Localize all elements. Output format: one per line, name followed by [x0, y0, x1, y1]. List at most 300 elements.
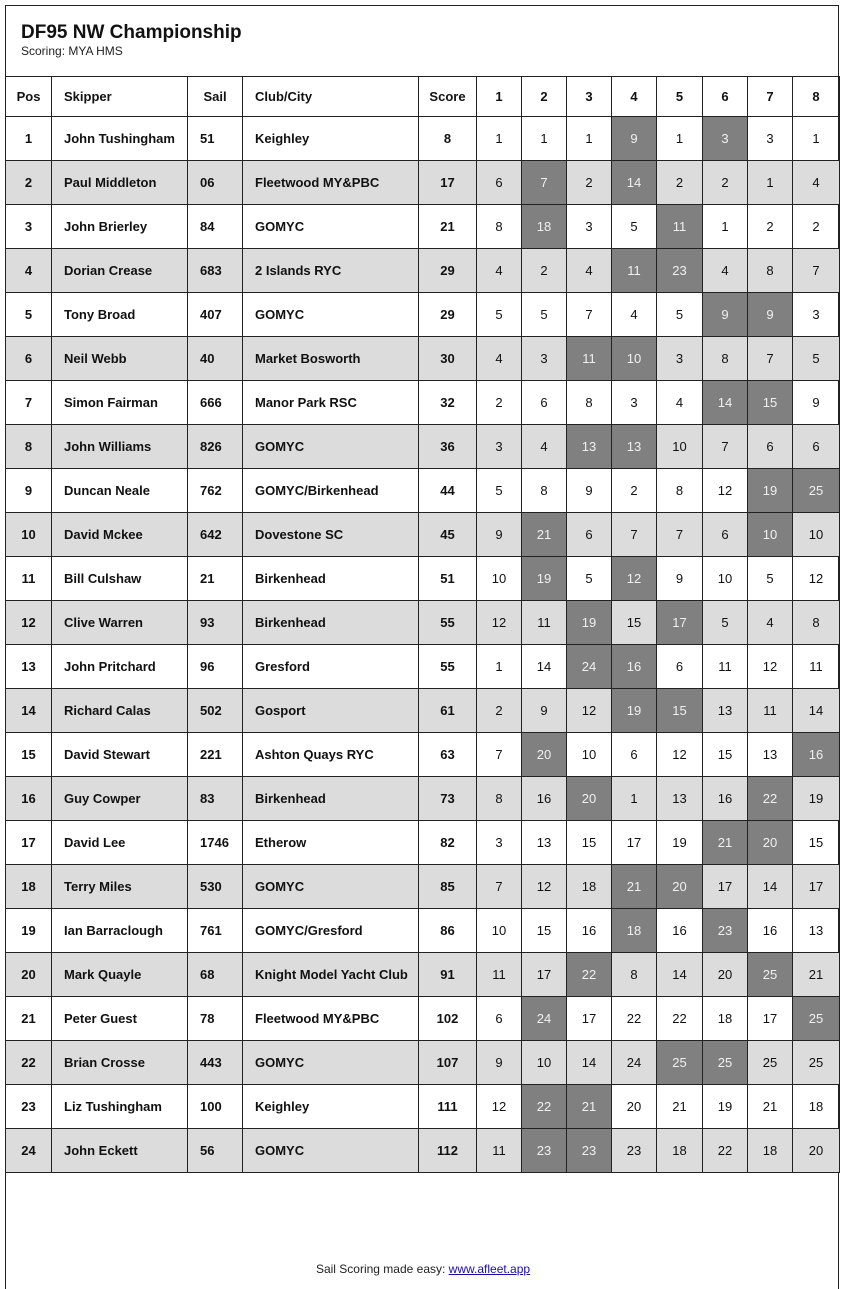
sail-cell: 51	[188, 117, 243, 161]
race-5-cell: 20	[657, 865, 703, 909]
pos-cell: 14	[6, 689, 52, 733]
race-7-cell: 19	[748, 469, 793, 513]
club-cell: Fleetwood MY&PBC	[243, 997, 419, 1041]
skipper-cell: Dorian Crease	[52, 249, 188, 293]
table-row	[6, 601, 840, 645]
pos-cell: 13	[6, 645, 52, 689]
race-6-cell: 22	[703, 1129, 748, 1173]
race-7-cell: 1	[748, 161, 793, 205]
score-cell: 55	[419, 645, 477, 689]
race-5-cell: 13	[657, 777, 703, 821]
score-cell: 30	[419, 337, 477, 381]
table-row	[6, 293, 840, 337]
race-2-cell: 8	[522, 469, 567, 513]
race-1-cell: 4	[477, 249, 522, 293]
score-cell: 36	[419, 425, 477, 469]
race-1-cell: 3	[477, 821, 522, 865]
race-4-cell: 10	[612, 337, 657, 381]
pos-cell: 3	[6, 205, 52, 249]
sail-cell: 78	[188, 997, 243, 1041]
race-7-cell: 4	[748, 601, 793, 645]
pos-cell: 23	[6, 1085, 52, 1129]
sail-cell: 93	[188, 601, 243, 645]
race-6-cell: 6	[703, 513, 748, 557]
race-8-cell: 13	[793, 909, 840, 953]
race-1-cell: 10	[477, 557, 522, 601]
race-8-cell: 25	[793, 469, 840, 513]
club-cell: Fleetwood MY&PBC	[243, 161, 419, 205]
race-4-cell: 17	[612, 821, 657, 865]
race-6-cell: 15	[703, 733, 748, 777]
score-cell: 17	[419, 161, 477, 205]
footer	[6, 1262, 840, 1276]
race-2-cell: 5	[522, 293, 567, 337]
club-cell: Keighley	[243, 117, 419, 161]
race-2-cell: 7	[522, 161, 567, 205]
table-row	[6, 337, 840, 381]
score-cell: 73	[419, 777, 477, 821]
race-3-cell: 11	[567, 337, 612, 381]
race-7-cell: 25	[748, 1041, 793, 1085]
club-cell: Keighley	[243, 1085, 419, 1129]
race-7-cell: 7	[748, 337, 793, 381]
race-3-cell: 10	[567, 733, 612, 777]
table-row	[6, 425, 840, 469]
race-3-cell: 4	[567, 249, 612, 293]
race-2-cell: 9	[522, 689, 567, 733]
club-cell: GOMYC/Gresford	[243, 909, 419, 953]
table-row	[6, 205, 840, 249]
pos-cell: 1	[6, 117, 52, 161]
skipper-cell: Brian Crosse	[52, 1041, 188, 1085]
col-header-pos: Pos	[6, 77, 52, 117]
race-5-cell: 22	[657, 997, 703, 1041]
event-header	[6, 6, 838, 63]
header-row	[6, 77, 840, 117]
skipper-cell: Terry Miles	[52, 865, 188, 909]
score-cell: 21	[419, 205, 477, 249]
sail-cell: 826	[188, 425, 243, 469]
score-cell: 61	[419, 689, 477, 733]
race-4-cell: 9	[612, 117, 657, 161]
race-7-cell: 5	[748, 557, 793, 601]
pos-cell: 24	[6, 1129, 52, 1173]
club-cell: Gresford	[243, 645, 419, 689]
pos-cell: 8	[6, 425, 52, 469]
table-row	[6, 249, 840, 293]
col-header-sail: Sail	[188, 77, 243, 117]
race-1-cell: 1	[477, 117, 522, 161]
pos-cell: 4	[6, 249, 52, 293]
race-7-cell: 14	[748, 865, 793, 909]
sail-cell: 84	[188, 205, 243, 249]
race-4-cell: 12	[612, 557, 657, 601]
score-cell: 8	[419, 117, 477, 161]
col-header-race-2: 2	[522, 77, 567, 117]
race-4-cell: 23	[612, 1129, 657, 1173]
race-8-cell: 1	[793, 117, 840, 161]
race-8-cell: 6	[793, 425, 840, 469]
race-4-cell: 11	[612, 249, 657, 293]
pos-cell: 7	[6, 381, 52, 425]
score-cell: 102	[419, 997, 477, 1041]
pos-cell: 10	[6, 513, 52, 557]
pos-cell: 5	[6, 293, 52, 337]
race-7-cell: 17	[748, 997, 793, 1041]
table-row	[6, 381, 840, 425]
race-2-cell: 12	[522, 865, 567, 909]
race-3-cell: 14	[567, 1041, 612, 1085]
race-5-cell: 15	[657, 689, 703, 733]
score-cell: 85	[419, 865, 477, 909]
race-3-cell: 12	[567, 689, 612, 733]
race-3-cell: 22	[567, 953, 612, 997]
race-5-cell: 10	[657, 425, 703, 469]
race-7-cell: 3	[748, 117, 793, 161]
afleet-link[interactable]: www.afleet.app	[448, 1262, 531, 1276]
score-cell: 29	[419, 249, 477, 293]
club-cell: GOMYC/Birkenhead	[243, 469, 419, 513]
race-3-cell: 1	[567, 117, 612, 161]
race-4-cell: 20	[612, 1085, 657, 1129]
race-2-cell: 13	[522, 821, 567, 865]
club-cell: Gosport	[243, 689, 419, 733]
score-cell: 51	[419, 557, 477, 601]
sail-cell: 68	[188, 953, 243, 997]
race-4-cell: 16	[612, 645, 657, 689]
table-row	[6, 469, 840, 513]
skipper-cell: David Lee	[52, 821, 188, 865]
race-3-cell: 17	[567, 997, 612, 1041]
col-header-club: Club/City	[243, 77, 419, 117]
race-1-cell: 8	[477, 205, 522, 249]
race-3-cell: 9	[567, 469, 612, 513]
race-2-cell: 22	[522, 1085, 567, 1129]
race-3-cell: 13	[567, 425, 612, 469]
race-8-cell: 2	[793, 205, 840, 249]
race-8-cell: 7	[793, 249, 840, 293]
race-6-cell: 10	[703, 557, 748, 601]
race-8-cell: 25	[793, 1041, 840, 1085]
table-row	[6, 689, 840, 733]
race-7-cell: 25	[748, 953, 793, 997]
table-row	[6, 557, 840, 601]
pos-cell: 2	[6, 161, 52, 205]
table-row	[6, 909, 840, 953]
col-header-race-7: 7	[748, 77, 793, 117]
race-3-cell: 24	[567, 645, 612, 689]
race-6-cell: 4	[703, 249, 748, 293]
race-5-cell: 25	[657, 1041, 703, 1085]
club-cell: Etherow	[243, 821, 419, 865]
skipper-cell: Paul Middleton	[52, 161, 188, 205]
race-1-cell: 10	[477, 909, 522, 953]
table-row	[6, 1129, 840, 1173]
race-6-cell: 7	[703, 425, 748, 469]
club-cell: GOMYC	[243, 1041, 419, 1085]
table-row	[6, 821, 840, 865]
race-7-cell: 20	[748, 821, 793, 865]
pos-cell: 16	[6, 777, 52, 821]
race-6-cell: 25	[703, 1041, 748, 1085]
skipper-cell: Richard Calas	[52, 689, 188, 733]
pos-cell: 12	[6, 601, 52, 645]
race-2-cell: 3	[522, 337, 567, 381]
pos-cell: 22	[6, 1041, 52, 1085]
race-5-cell: 6	[657, 645, 703, 689]
score-cell: 63	[419, 733, 477, 777]
col-header-race-5: 5	[657, 77, 703, 117]
results-sheet	[5, 5, 839, 1289]
race-7-cell: 10	[748, 513, 793, 557]
race-4-cell: 1	[612, 777, 657, 821]
skipper-cell: John Eckett	[52, 1129, 188, 1173]
race-3-cell: 18	[567, 865, 612, 909]
race-3-cell: 16	[567, 909, 612, 953]
table-row	[6, 953, 840, 997]
score-cell: 55	[419, 601, 477, 645]
race-4-cell: 8	[612, 953, 657, 997]
race-7-cell: 22	[748, 777, 793, 821]
race-2-cell: 11	[522, 601, 567, 645]
race-8-cell: 3	[793, 293, 840, 337]
pos-cell: 9	[6, 469, 52, 513]
results-body	[6, 117, 840, 1173]
race-8-cell: 21	[793, 953, 840, 997]
race-4-cell: 6	[612, 733, 657, 777]
race-3-cell: 6	[567, 513, 612, 557]
race-6-cell: 21	[703, 821, 748, 865]
race-2-cell: 14	[522, 645, 567, 689]
race-4-cell: 21	[612, 865, 657, 909]
skipper-cell: Peter Guest	[52, 997, 188, 1041]
race-7-cell: 12	[748, 645, 793, 689]
score-cell: 107	[419, 1041, 477, 1085]
skipper-cell: John Brierley	[52, 205, 188, 249]
race-2-cell: 24	[522, 997, 567, 1041]
club-cell: GOMYC	[243, 1129, 419, 1173]
pos-cell: 11	[6, 557, 52, 601]
race-4-cell: 15	[612, 601, 657, 645]
race-1-cell: 12	[477, 1085, 522, 1129]
club-cell: Market Bosworth	[243, 337, 419, 381]
club-cell: GOMYC	[243, 293, 419, 337]
skipper-cell: Bill Culshaw	[52, 557, 188, 601]
race-5-cell: 8	[657, 469, 703, 513]
race-1-cell: 5	[477, 293, 522, 337]
sail-cell: 502	[188, 689, 243, 733]
race-4-cell: 2	[612, 469, 657, 513]
race-2-cell: 19	[522, 557, 567, 601]
race-2-cell: 23	[522, 1129, 567, 1173]
race-6-cell: 3	[703, 117, 748, 161]
race-8-cell: 10	[793, 513, 840, 557]
score-cell: 91	[419, 953, 477, 997]
race-8-cell: 20	[793, 1129, 840, 1173]
race-4-cell: 24	[612, 1041, 657, 1085]
race-3-cell: 3	[567, 205, 612, 249]
race-8-cell: 8	[793, 601, 840, 645]
score-cell: 32	[419, 381, 477, 425]
race-1-cell: 12	[477, 601, 522, 645]
race-3-cell: 23	[567, 1129, 612, 1173]
skipper-cell: Mark Quayle	[52, 953, 188, 997]
race-7-cell: 15	[748, 381, 793, 425]
race-3-cell: 21	[567, 1085, 612, 1129]
race-2-cell: 18	[522, 205, 567, 249]
race-8-cell: 18	[793, 1085, 840, 1129]
skipper-cell: John Tushingham	[52, 117, 188, 161]
skipper-cell: Simon Fairman	[52, 381, 188, 425]
skipper-cell: Guy Cowper	[52, 777, 188, 821]
race-5-cell: 5	[657, 293, 703, 337]
race-2-cell: 21	[522, 513, 567, 557]
table-row	[6, 865, 840, 909]
race-5-cell: 12	[657, 733, 703, 777]
race-7-cell: 9	[748, 293, 793, 337]
sail-cell: 761	[188, 909, 243, 953]
race-1-cell: 6	[477, 161, 522, 205]
race-2-cell: 2	[522, 249, 567, 293]
race-4-cell: 13	[612, 425, 657, 469]
race-7-cell: 6	[748, 425, 793, 469]
race-1-cell: 6	[477, 997, 522, 1041]
skipper-cell: Tony Broad	[52, 293, 188, 337]
sail-cell: 21	[188, 557, 243, 601]
event-title: DF95 NW Championship	[21, 22, 242, 43]
race-4-cell: 3	[612, 381, 657, 425]
club-cell: 2 Islands RYC	[243, 249, 419, 293]
race-6-cell: 19	[703, 1085, 748, 1129]
race-8-cell: 19	[793, 777, 840, 821]
race-8-cell: 16	[793, 733, 840, 777]
race-4-cell: 14	[612, 161, 657, 205]
race-5-cell: 11	[657, 205, 703, 249]
col-header-race-1: 1	[477, 77, 522, 117]
sail-cell: 530	[188, 865, 243, 909]
sail-cell: 407	[188, 293, 243, 337]
race-3-cell: 5	[567, 557, 612, 601]
race-2-cell: 15	[522, 909, 567, 953]
race-2-cell: 17	[522, 953, 567, 997]
race-5-cell: 2	[657, 161, 703, 205]
club-cell: Ashton Quays RYC	[243, 733, 419, 777]
race-2-cell: 16	[522, 777, 567, 821]
table-row	[6, 513, 840, 557]
skipper-cell: Ian Barraclough	[52, 909, 188, 953]
race-8-cell: 15	[793, 821, 840, 865]
table-row	[6, 777, 840, 821]
col-header-race-8: 8	[793, 77, 840, 117]
race-8-cell: 14	[793, 689, 840, 733]
skipper-cell: Liz Tushingham	[52, 1085, 188, 1129]
race-5-cell: 1	[657, 117, 703, 161]
race-1-cell: 7	[477, 865, 522, 909]
race-7-cell: 8	[748, 249, 793, 293]
race-1-cell: 9	[477, 513, 522, 557]
race-6-cell: 2	[703, 161, 748, 205]
sail-cell: 683	[188, 249, 243, 293]
race-3-cell: 15	[567, 821, 612, 865]
race-7-cell: 16	[748, 909, 793, 953]
race-7-cell: 2	[748, 205, 793, 249]
race-5-cell: 23	[657, 249, 703, 293]
sail-cell: 100	[188, 1085, 243, 1129]
sail-cell: 06	[188, 161, 243, 205]
race-1-cell: 11	[477, 953, 522, 997]
club-cell: Birkenhead	[243, 557, 419, 601]
race-3-cell: 19	[567, 601, 612, 645]
race-6-cell: 16	[703, 777, 748, 821]
race-1-cell: 1	[477, 645, 522, 689]
col-header-race-4: 4	[612, 77, 657, 117]
sail-cell: 642	[188, 513, 243, 557]
race-8-cell: 17	[793, 865, 840, 909]
race-5-cell: 18	[657, 1129, 703, 1173]
race-2-cell: 10	[522, 1041, 567, 1085]
skipper-cell: John Pritchard	[52, 645, 188, 689]
club-cell: GOMYC	[243, 425, 419, 469]
race-2-cell: 6	[522, 381, 567, 425]
race-8-cell: 5	[793, 337, 840, 381]
race-3-cell: 20	[567, 777, 612, 821]
score-cell: 45	[419, 513, 477, 557]
score-cell: 82	[419, 821, 477, 865]
race-6-cell: 1	[703, 205, 748, 249]
sail-cell: 56	[188, 1129, 243, 1173]
skipper-cell: Duncan Neale	[52, 469, 188, 513]
race-1-cell: 3	[477, 425, 522, 469]
race-4-cell: 4	[612, 293, 657, 337]
race-2-cell: 20	[522, 733, 567, 777]
club-cell: Birkenhead	[243, 777, 419, 821]
race-3-cell: 7	[567, 293, 612, 337]
race-8-cell: 9	[793, 381, 840, 425]
results-table	[5, 76, 840, 1173]
race-5-cell: 9	[657, 557, 703, 601]
race-1-cell: 2	[477, 689, 522, 733]
race-1-cell: 4	[477, 337, 522, 381]
race-3-cell: 2	[567, 161, 612, 205]
race-7-cell: 18	[748, 1129, 793, 1173]
score-cell: 44	[419, 469, 477, 513]
scoring-system: Scoring: MYA HMS	[21, 44, 123, 58]
table-row	[6, 645, 840, 689]
race-8-cell: 11	[793, 645, 840, 689]
race-5-cell: 7	[657, 513, 703, 557]
skipper-cell: David Stewart	[52, 733, 188, 777]
race-8-cell: 12	[793, 557, 840, 601]
pos-cell: 20	[6, 953, 52, 997]
race-5-cell: 4	[657, 381, 703, 425]
race-6-cell: 23	[703, 909, 748, 953]
race-6-cell: 5	[703, 601, 748, 645]
sail-cell: 83	[188, 777, 243, 821]
club-cell: GOMYC	[243, 865, 419, 909]
race-1-cell: 7	[477, 733, 522, 777]
sail-cell: 40	[188, 337, 243, 381]
race-5-cell: 21	[657, 1085, 703, 1129]
race-7-cell: 21	[748, 1085, 793, 1129]
race-3-cell: 8	[567, 381, 612, 425]
race-6-cell: 14	[703, 381, 748, 425]
skipper-cell: Clive Warren	[52, 601, 188, 645]
race-4-cell: 5	[612, 205, 657, 249]
table-row	[6, 1085, 840, 1129]
club-cell: Knight Model Yacht Club	[243, 953, 419, 997]
race-5-cell: 19	[657, 821, 703, 865]
race-6-cell: 17	[703, 865, 748, 909]
